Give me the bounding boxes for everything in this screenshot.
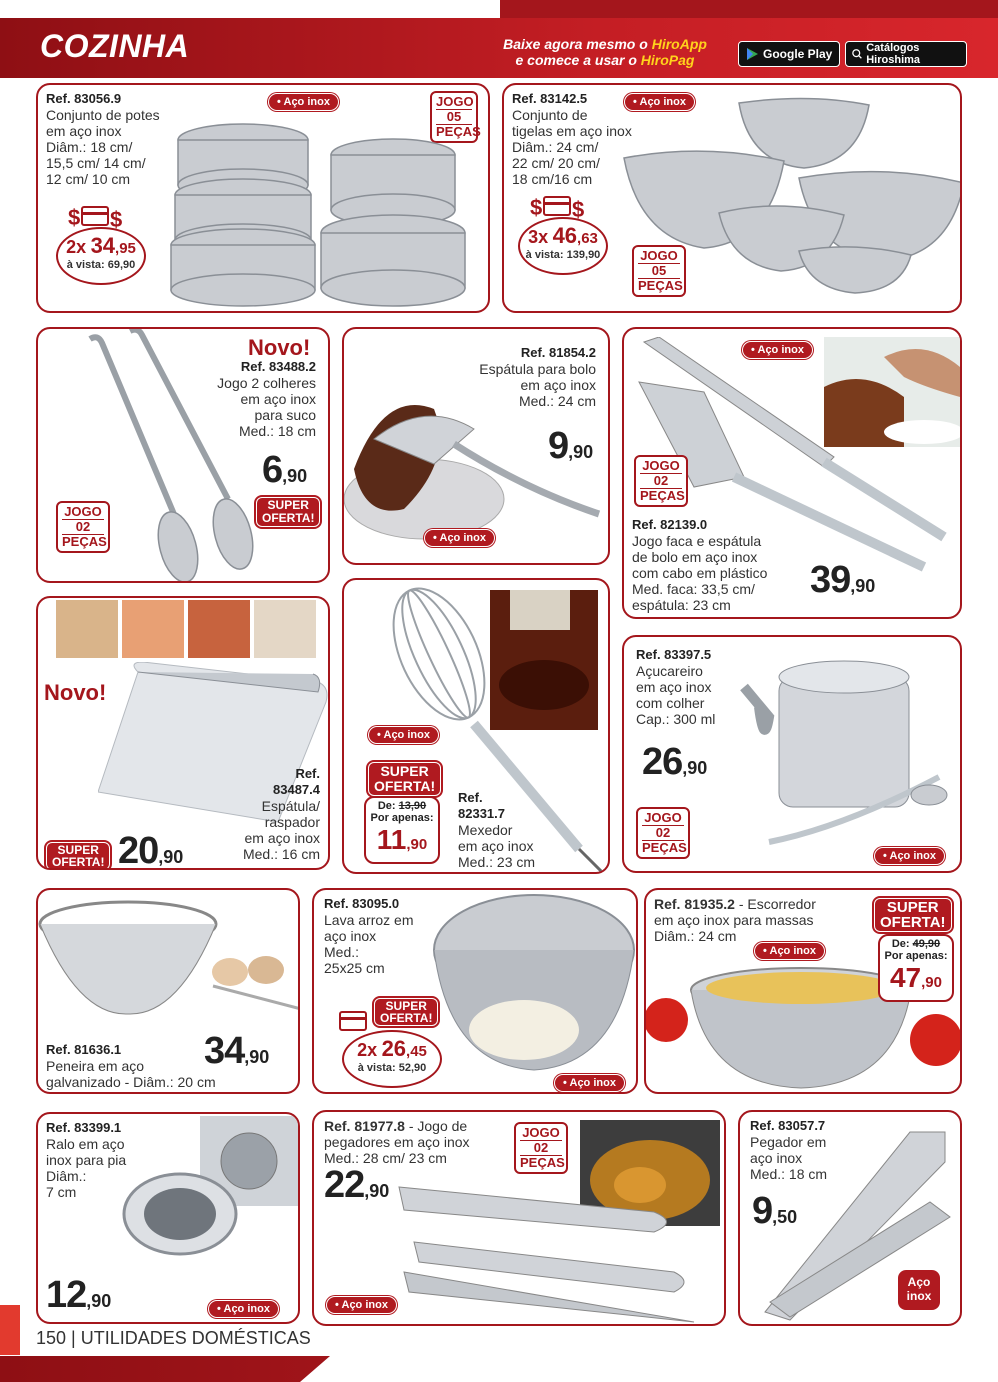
product-ref: Ref. 81636.1 — [46, 1042, 122, 1057]
product-desc: galvanizado - Diâm.: 20 cm — [46, 1074, 216, 1090]
svg-text:$: $ — [572, 197, 585, 221]
jogo-badge — [514, 1122, 568, 1174]
super-label: SUPER — [380, 763, 429, 779]
pecas-label: PEÇAS — [638, 278, 683, 293]
product-card-potes[interactable] — [36, 83, 490, 313]
price-decimal: ,45 — [406, 1043, 427, 1060]
product-desc: Med.: 28 cm/ 23 cm — [324, 1150, 447, 1166]
hiropag-label: HiroPag — [640, 52, 695, 68]
price-decimal: ,90 — [568, 442, 594, 462]
product-info — [632, 517, 767, 613]
product-card-lava-arroz[interactable] — [312, 888, 638, 1094]
product-ref: Ref. 81935.2 — [654, 896, 735, 912]
product-desc: Espátula para bolo — [479, 361, 596, 377]
product-info — [324, 896, 413, 976]
product-card-pegador[interactable] — [738, 1110, 962, 1326]
product-desc: 12 cm/ 10 cm — [46, 171, 131, 187]
header-top-white — [0, 0, 500, 18]
product-card-colheres[interactable] — [36, 327, 330, 583]
product-desc: Conjunto de potes — [46, 107, 160, 123]
product-desc: 15,5 cm/ 14 cm/ — [46, 155, 146, 171]
price-oval — [342, 1030, 442, 1088]
product-desc: Diâm.: — [46, 1168, 87, 1184]
page-title: COZINHA — [40, 28, 190, 64]
product-desc: Lava arroz em — [324, 912, 414, 928]
product-ref: Ref. 82139.0 — [632, 517, 708, 532]
product-card-ralo[interactable] — [36, 1112, 300, 1324]
product-card-faca-espatula[interactable] — [622, 327, 962, 619]
jogo-count: 05 — [638, 264, 680, 279]
aco-inox-tag: • Aço inox — [424, 529, 495, 547]
product-desc: Diâm.: 24 cm — [654, 928, 737, 944]
a-vista-price: 69,90 — [107, 259, 136, 271]
price-integer: 9 — [752, 1190, 773, 1232]
aco-inox-tag: • Aço inox — [268, 93, 339, 111]
product-info — [324, 1118, 470, 1166]
super-label: SUPER — [886, 899, 939, 916]
price-integer: 39 — [810, 559, 851, 601]
a-vista-label: à vista: — [66, 259, 105, 271]
product-desc: Med. faca: 33,5 cm/ — [632, 581, 755, 597]
pecas-label: PEÇAS — [62, 534, 107, 549]
aco-inox-tag: • Aço inox — [874, 847, 945, 865]
product-price — [46, 1274, 111, 1317]
super-oferta-badge — [374, 998, 438, 1026]
por-apenas-label: Por apenas: — [370, 812, 434, 824]
potes-image — [168, 115, 468, 310]
jogo-label: JOGO — [642, 811, 684, 826]
product-desc: Med.: 16 cm — [242, 846, 320, 862]
price-integer: 22 — [324, 1164, 365, 1206]
product-info — [46, 1120, 126, 1200]
product-desc: com colher — [636, 695, 705, 711]
product-desc: Cap.: 300 ml — [636, 711, 716, 727]
app-promo — [480, 36, 730, 68]
product-desc: Ralo em aço — [46, 1136, 125, 1152]
jogo-label: JOGO — [436, 94, 474, 109]
tag-line: inox — [906, 1289, 932, 1303]
super-oferta-badge — [368, 762, 441, 796]
super-label: SUPER — [267, 498, 309, 512]
aco-inox-tag: • Aço inox — [754, 942, 825, 960]
search-icon — [852, 48, 862, 60]
pecas-label: PEÇAS — [640, 488, 685, 503]
price-decimal: ,90 — [364, 1181, 390, 1201]
installments: 2x — [66, 237, 87, 257]
price-oval — [56, 227, 146, 285]
product-desc: pegadores em aço inox — [324, 1134, 470, 1150]
product-card-escorredor[interactable] — [644, 888, 962, 1094]
google-play-label: Google Play — [763, 47, 833, 61]
oferta-label: OFERTA! — [262, 511, 315, 525]
product-card-pegadores[interactable] — [312, 1110, 726, 1326]
aco-inox-tag: • Aço inox — [326, 1296, 397, 1314]
page-footer: 150 | UTILIDADES DOMÉSTICAS — [36, 1328, 311, 1348]
oferta-label: OFERTA! — [880, 914, 946, 931]
product-ref: Ref. 83056.9 — [46, 91, 122, 106]
product-ref: 83487.4 — [273, 782, 320, 797]
product-desc: espátula: 23 cm — [632, 597, 731, 613]
aco-inox-tag: • Aço inox — [554, 1074, 625, 1092]
product-desc: Pegador em — [750, 1134, 827, 1150]
a-vista-label: à vista: — [357, 1062, 396, 1074]
price-integer: 6 — [262, 449, 283, 491]
product-desc: Jogo faca e espátula — [632, 533, 762, 549]
product-info — [46, 91, 160, 187]
raspador-photos — [56, 600, 318, 658]
product-info — [458, 790, 535, 870]
product-ref: Ref. 83399.1 — [46, 1120, 122, 1135]
tag-line: Aço — [907, 1275, 931, 1289]
aco-inox-tag: • Aço inox — [742, 341, 813, 359]
a-vista-label: à vista: — [525, 249, 564, 261]
product-price — [548, 425, 593, 468]
price-decimal: ,63 — [577, 230, 598, 247]
product-ref: Ref. 83488.2 — [240, 359, 316, 374]
product-card-acucareiro[interactable] — [622, 635, 962, 873]
product-info — [654, 896, 816, 944]
product-price — [262, 449, 307, 492]
price-decimal: ,90 — [282, 466, 308, 486]
aco-inox-tag: • Aço inox — [368, 726, 439, 744]
product-info — [636, 647, 715, 727]
lava-arroz-image — [414, 890, 638, 1094]
product-desc: 7 cm — [46, 1184, 77, 1200]
product-ref: Ref. 81977.8 — [324, 1118, 405, 1134]
pegadores-image — [394, 1182, 724, 1326]
product-desc: Med.: 18 cm — [238, 423, 316, 439]
product-desc: Med.: — [324, 944, 360, 960]
google-play-button[interactable] — [738, 41, 840, 67]
super-oferta-badge — [256, 497, 320, 527]
jogo-label: JOGO — [520, 1126, 562, 1141]
price-decimal: ,90 — [921, 974, 942, 991]
product-desc: em aço inox — [458, 838, 534, 854]
product-desc: de bolo em aço inox — [632, 549, 758, 565]
product-desc: aço inox — [324, 928, 377, 944]
price-oval — [518, 217, 608, 275]
catalogos-button[interactable] — [845, 41, 967, 67]
svg-text:$: $ — [68, 205, 81, 230]
old-price: 13,90 — [398, 800, 427, 812]
product-desc: para suco — [254, 407, 316, 423]
super-label: SUPER — [385, 999, 427, 1013]
product-desc: 18 cm/16 cm — [512, 171, 593, 187]
product-desc: Conjunto de — [512, 107, 588, 123]
product-price — [752, 1190, 797, 1233]
pecas-label: PEÇAS — [436, 124, 481, 139]
de-label: De: — [377, 800, 396, 812]
product-desc: em aço inox — [244, 830, 320, 846]
product-desc: em aço inox — [520, 377, 596, 393]
product-desc: em aço inox — [46, 123, 122, 139]
aco-inox-tag: • Aço inox — [624, 93, 695, 111]
product-ref: Ref. 83142.5 — [512, 91, 588, 106]
price-decimal: ,50 — [772, 1207, 798, 1227]
product-desc: Med.: 23 cm — [458, 854, 536, 870]
novo-label: Novo! — [248, 335, 311, 360]
jogo-count: 02 — [642, 826, 684, 841]
a-vista-price: 139,90 — [566, 249, 601, 261]
product-desc: 25x25 cm — [324, 960, 385, 976]
price-integer: 26 — [642, 741, 683, 783]
jogo-count: 02 — [640, 474, 682, 489]
payment-card-icon — [530, 193, 586, 221]
product-price — [642, 741, 707, 784]
pecas-label: PEÇAS — [520, 1155, 565, 1170]
jogo-label: JOGO — [638, 249, 680, 264]
product-card-tigelas[interactable] — [502, 83, 962, 313]
product-desc: em aço inox — [240, 391, 316, 407]
price-decimal: ,90 — [158, 847, 184, 867]
product-desc: - Jogo de — [404, 1118, 468, 1134]
price-integer: 20 — [118, 830, 159, 870]
price-integer: 11 — [376, 824, 407, 855]
footer-band-white — [300, 1356, 998, 1382]
product-info — [217, 359, 316, 439]
product-desc: Med.: 24 cm — [518, 393, 596, 409]
product-desc: Espátula/ — [261, 798, 320, 814]
product-info — [479, 345, 596, 409]
price-decimal: ,90 — [682, 758, 708, 778]
price-box — [878, 934, 954, 1002]
product-ref: Ref. 83095.0 — [324, 896, 400, 911]
product-desc: raspador — [264, 814, 320, 830]
product-card-mexedor[interactable] — [342, 578, 610, 874]
peneira-image — [38, 896, 300, 1026]
price-decimal: ,95 — [115, 240, 136, 257]
price-integer: 34 — [204, 1030, 245, 1072]
jogo-badge — [56, 501, 110, 553]
play-icon — [745, 47, 759, 61]
jogo-badge — [632, 245, 686, 297]
installments: 3x — [528, 227, 549, 247]
super-oferta-badge — [46, 842, 110, 870]
price-integer: 9 — [548, 425, 569, 467]
product-card-espatula-bolo[interactable] — [342, 327, 610, 565]
price-integer: 26 — [381, 1036, 407, 1061]
oferta-label: OFERTA! — [374, 778, 436, 794]
jogo-label: JOGO — [640, 459, 682, 474]
pecas-label: PEÇAS — [642, 840, 687, 855]
product-desc: com cabo em plástico — [632, 565, 768, 581]
svg-text:$: $ — [530, 195, 543, 220]
promo-text: e comece a usar o — [515, 52, 641, 68]
old-price: 49,90 — [912, 938, 941, 950]
product-info — [243, 766, 320, 862]
price-integer: 12 — [46, 1274, 87, 1316]
product-ref: Ref. — [458, 790, 483, 805]
aco-inox-tag: • Aço inox — [208, 1300, 279, 1318]
acucareiro-image — [724, 647, 959, 847]
product-desc: Diâm.: 18 cm/ — [46, 139, 133, 155]
price-decimal: ,90 — [406, 836, 428, 853]
product-desc: Açucareiro — [636, 663, 703, 679]
aco-inox-tag — [898, 1270, 940, 1310]
product-ref: 82331.7 — [458, 806, 505, 821]
product-desc: em aço inox para massas — [654, 912, 814, 928]
hiroapp-label: HiroApp — [651, 36, 707, 52]
product-desc: Med.: 18 cm — [750, 1166, 828, 1182]
price-decimal: ,90 — [850, 576, 876, 596]
super-oferta-badge — [874, 898, 952, 932]
product-price — [324, 1164, 389, 1207]
oferta-label: OFERTA! — [52, 855, 105, 869]
product-desc: tigelas em aço inox — [512, 123, 632, 139]
jogo-count: 05 — [436, 110, 472, 125]
product-desc: Mexedor — [458, 822, 513, 838]
product-desc: 22 cm/ 20 cm/ — [512, 155, 600, 171]
jogo-count: 02 — [62, 520, 104, 535]
de-label: De: — [891, 938, 910, 950]
product-desc: Peneira em aço — [46, 1058, 145, 1074]
oferta-label: OFERTA! — [380, 1011, 433, 1025]
ralo-image — [122, 1114, 300, 1284]
catalogos-label: Catálogos Hiroshima — [866, 42, 921, 66]
svg-text:$: $ — [110, 207, 123, 231]
novo-label: Novo! — [44, 680, 107, 705]
product-ref: Ref. 83057.7 — [750, 1118, 826, 1133]
price-decimal: ,90 — [86, 1291, 112, 1311]
jogo-count: 02 — [520, 1141, 562, 1156]
product-price — [118, 830, 183, 870]
product-desc: Jogo 2 colheres — [217, 375, 316, 391]
product-info — [512, 91, 632, 187]
product-desc: em aço inox — [636, 679, 712, 695]
product-card-raspador[interactable] — [36, 596, 330, 870]
price-box — [364, 796, 440, 864]
product-price — [810, 559, 875, 602]
product-desc: - Escorredor — [734, 896, 816, 912]
price-integer: 34 — [90, 233, 116, 258]
jogo-badge — [636, 807, 690, 859]
product-ref: Ref. 81854.2 — [520, 345, 596, 360]
price-decimal: ,90 — [244, 1047, 270, 1067]
product-info — [46, 1042, 216, 1090]
payment-card-icon — [336, 1008, 376, 1034]
payment-card-icon — [68, 203, 124, 231]
product-card-peneira[interactable] — [36, 888, 300, 1094]
jogo-label: JOGO — [62, 505, 104, 520]
product-ref: Ref. 83397.5 — [636, 647, 712, 662]
jogo-badge — [634, 455, 688, 507]
footer-accent — [0, 1305, 20, 1355]
product-desc: inox para pia — [46, 1152, 127, 1168]
installments: 2x — [357, 1040, 378, 1060]
promo-text: Baixe agora mesmo o — [503, 36, 652, 52]
price-integer: 47 — [889, 962, 922, 993]
product-ref: Ref. — [295, 766, 320, 781]
super-label: SUPER — [57, 843, 99, 857]
price-integer: 46 — [552, 223, 578, 248]
por-apenas-label: Por apenas: — [884, 950, 948, 962]
product-desc: Diâm.: 24 cm/ — [512, 139, 599, 155]
product-desc: aço inox — [750, 1150, 803, 1166]
a-vista-price: 52,90 — [398, 1062, 427, 1074]
